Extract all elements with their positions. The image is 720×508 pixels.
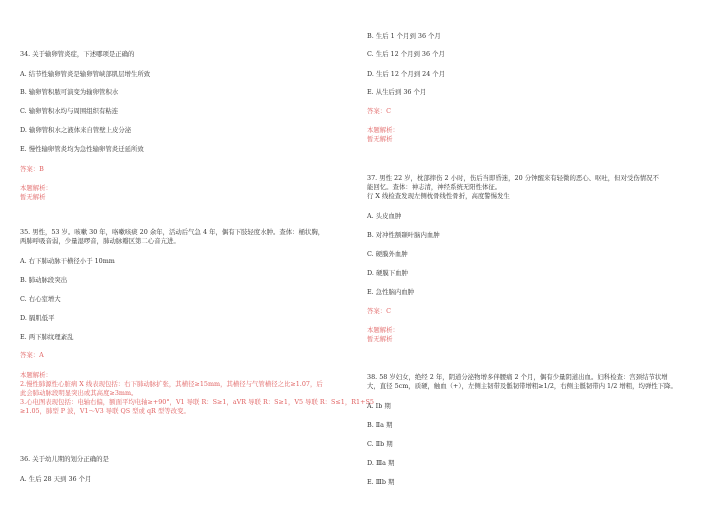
q34-answer: 答案：B bbox=[20, 165, 44, 173]
q34-analysis-label: 本题解析： bbox=[20, 184, 52, 192]
q36-stem: 36. 关于幼儿期的划分正确的是 bbox=[20, 455, 109, 463]
q37-option-b: B. 对冲性额颞叶脑内血肿 bbox=[367, 231, 440, 239]
q34-option-b: B. 输卵管积脓可演变为输卵管积水 bbox=[20, 88, 119, 96]
q35-answer: 答案：A bbox=[20, 351, 44, 359]
q36-option-e: E. 从生后到 36 个月 bbox=[367, 88, 427, 96]
q35-option-b: B. 肺动脉段突出 bbox=[20, 276, 68, 284]
q37-option-e: E. 急性脑内血肿 bbox=[367, 288, 415, 296]
q38-stem-line-2: 大，直径 5cm，质硬，触血（+），左侧主韧带及骶韧带增粗≥1/2，右侧主骶韧带内 1/2 增粗，均弹性下降。 bbox=[367, 382, 677, 390]
q35-option-c: C. 右心室增大 bbox=[20, 295, 61, 303]
q37-stem-line-2: 能回忆。查体：神志清，神经系统无阳性体征。 bbox=[367, 183, 502, 191]
q35-stem-line-2: 两肺呼吸音弱，少量湿啰音，肺动脉瓣区第二心音亢进。 bbox=[20, 237, 180, 245]
q36-option-c: C. 生后 12 个月到 36 个月 bbox=[367, 50, 445, 58]
q36-option-b: B. 生后 1 个月到 36 个月 bbox=[367, 32, 441, 40]
q37-analysis-label: 本题解析： bbox=[367, 326, 399, 334]
q37-option-a: A. 头皮血肿 bbox=[367, 212, 402, 220]
q38-option-c: C. Ⅱb 期 bbox=[367, 440, 393, 448]
q34-option-d: D. 输卵管积水之液体来自管壁上皮分泌 bbox=[20, 126, 132, 134]
q36-option-d: D. 生后 12 个月到 24 个月 bbox=[367, 70, 446, 78]
q37-stem-line-3: 行 X 线检查发现左侧枕骨线性骨折，高度警惕发生 bbox=[367, 192, 510, 200]
q35-analysis-line-3: 3.心电图表现包括：电轴右偏，额面平均电轴≥+90°，V1 导联 R：S≥1，aVR 导联 R：S≥1，V5 导联 R：S≤1，R1+S5 bbox=[20, 398, 374, 406]
q35-option-e: E. 两下肺纹理紊乱 bbox=[20, 333, 74, 341]
q37-stem-line-1: 37. 男性 22 岁，枕部摔伤 2 小时，伤后当即昏迷，20 分钟醒来有轻微的恶心、呕吐，但对受伤情况不 bbox=[367, 174, 659, 182]
q37-option-d: D. 硬膜下血肿 bbox=[367, 269, 408, 277]
q37-answer: 答案：C bbox=[367, 307, 392, 315]
q36-answer: 答案：C bbox=[367, 107, 392, 115]
q36-analysis: 暂无解析 bbox=[367, 135, 393, 143]
q38-option-b: B. Ⅱa 期 bbox=[367, 421, 393, 429]
q36-analysis-label: 本题解析： bbox=[367, 126, 399, 134]
q34-stem: 34. 关于输卵管炎症，下述哪项是正确的 bbox=[20, 50, 135, 58]
q37-analysis: 暂无解析 bbox=[367, 335, 393, 343]
q35-stem-line-1: 35. 男性，53 岁。咳嗽 30 年，咯嗽咳痰 20 余年，活动后气急 4 年，偶有下肢轻度水肿。查体：桶状胸， bbox=[20, 228, 325, 236]
q38-option-a: A. Ⅰb 期 bbox=[367, 402, 391, 410]
q35-analysis-line-4: ≥1.05，肺型 P 波，V1～V3 导联 QS 型或 qR 型等改变。 bbox=[20, 407, 190, 415]
q37-option-c: C. 硬膜外血肿 bbox=[367, 250, 408, 258]
q35-option-d: D. 膈肌低平 bbox=[20, 314, 55, 322]
q34-option-c: C. 输卵管积水均与周围组织有粘连 bbox=[20, 107, 119, 115]
q38-option-e: E. Ⅲb 期 bbox=[367, 478, 395, 486]
q34-analysis: 暂无解析 bbox=[20, 193, 46, 201]
q35-analysis-line-1: 2.慢性肺源性心脏病 X 线表现包括：右下肺动脉扩张，其横径≥15mm，其横径与气管横径之比≥1.07，后 bbox=[20, 380, 323, 388]
q35-analysis-label: 本题解析： bbox=[20, 371, 52, 379]
q38-option-d: D. Ⅲa 期 bbox=[367, 459, 395, 467]
q34-option-e: E. 慢性输卵管炎均为急性输卵管炎迁延所致 bbox=[20, 145, 144, 153]
q34-option-a: A. 结节性输卵管炎是输卵管峡部肌层增生所致 bbox=[20, 70, 151, 78]
q35-analysis-line-2: 此会肺动脉段明显突出或其高度≥3mm。 bbox=[20, 389, 138, 397]
q35-option-a: A. 右下肺动脉干横径小于 10mm bbox=[20, 257, 115, 265]
q36-option-a: A. 生后 28 天到 36 个月 bbox=[20, 475, 92, 483]
q38-stem-line-1: 38. 58 岁妇女，绝经 2 年，阴道分泌物增多伴腰痛 2 个月，偶有少量阴道出血。妇科检查：宫颈结节状增 bbox=[367, 373, 668, 381]
